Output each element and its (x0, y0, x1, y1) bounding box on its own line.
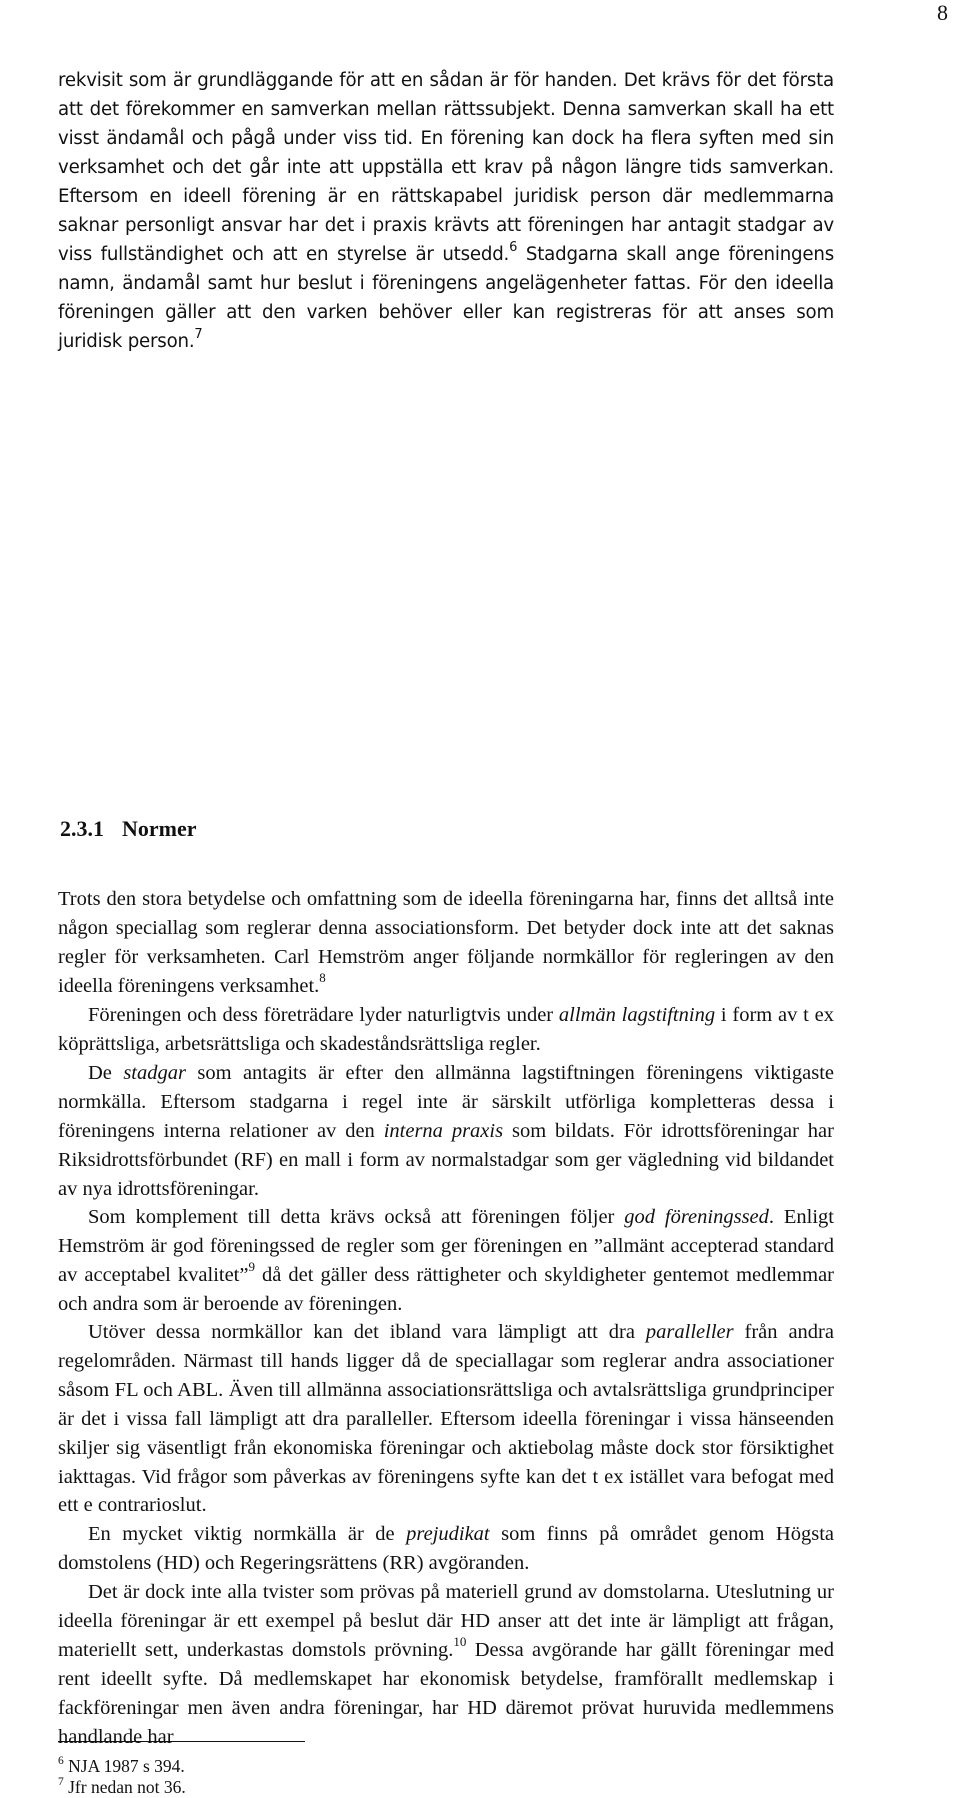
paragraph-text: Föreningen och dess företrädare lyder naturligtvis under (88, 1004, 559, 1026)
emphasis: god föreningssed (624, 1206, 769, 1228)
paragraph-text: Som komplement till detta krävs också att föreningen följer (88, 1206, 625, 1228)
emphasis: allmän lagstiftning (558, 1004, 716, 1026)
emphasis: stadgar (123, 1062, 186, 1084)
footnote-ref-10: 10 (453, 1633, 467, 1649)
intro-text: rekvisit som är grundläggande för att en sådan är för handen. Det krävs för det första att det förekommer en samverkan mellan rättssubjekt. Denna samverkan skall ha ett visst ändamål och pågå under viss tid. En förening kan dock ha flera syften med sin verksamhet och det går inte att uppställa ett krav på någon längre tids samverkan. Eftersom en ideell förening är en rättskapabel juridisk person där medlemmarna saknar personligt ansvar har det i praxis krävts att föreningen har antagit stadgar av viss fullständighet och att en styrelse är utsedd. (58, 70, 834, 265)
paragraph-normer-intro (58, 885, 834, 1001)
section-number: 2.3.1 (60, 816, 104, 841)
paragraph-allman-lagstiftning (58, 1001, 834, 1059)
footnote-ref-7: 7 (194, 326, 203, 342)
footnote-ref-9: 9 (248, 1258, 255, 1274)
paragraph-tvister (58, 1578, 834, 1751)
footnote-separator (58, 1741, 305, 1742)
page-number: 8 (937, 0, 948, 25)
paragraph-stadgar (58, 1059, 834, 1204)
paragraph-text: En mycket viktig normkälla är de (88, 1523, 407, 1545)
paragraph-text: då det gäller dess rättigheter och skyldigheter gentemot medlemmar och andra som är beroende av föreningen. (58, 1263, 834, 1315)
section-heading (60, 814, 197, 844)
paragraph-prejudikat (58, 1520, 834, 1578)
paragraph-text: från andra regelområden. Närmast till hands ligger då de speciallagar som reglerar andra associationer såsom FL och ABL. Även till allmänna associationsrättsliga och avtalsrättsliga grundprinciper är det i vissa fall lämpligt att dra paralleller. Eftersom ideella föreningar i vissa hänseenden skiljer sig väsentligt från ekonomiska föreningar och aktiebolag måste dock stor försiktighet iakttagas. Vid frågor som påverkas av föreningens syfte kan det t ex istället vara befogat med ett e contrarioslut. (58, 1321, 834, 1517)
emphasis: prejudikat (406, 1523, 490, 1545)
paragraph-text: Utöver dessa normkällor kan det ibland vara lämpligt att dra (88, 1321, 646, 1343)
intro-paragraph (58, 66, 834, 356)
footnote-text: Jfr nedan not 36. (63, 1777, 186, 1797)
paragraph-paralleller (58, 1318, 834, 1520)
paragraph-text: Det är dock inte alla tvister som prövas på materiell grund av domstolarna. Uteslutning ur ideella föreningar är ett exempel på beslut där HD anser att det inte är lämpligt att frågan, materiellt sett, underkastas domstols prövning. (58, 1581, 834, 1661)
footnote-ref-6: 6 (509, 239, 518, 255)
footnote-text: NJA 1987 s 394. (63, 1756, 185, 1776)
paragraph-text: som finns på området genom Högsta domstolens (HD) och Regeringsrättens (RR) avgöranden. (58, 1523, 834, 1574)
section-title: Normer (122, 816, 197, 841)
intro-text-cont: Stadgarna skall ange föreningens namn, ändamål samt hur beslut i föreningens angelägenheter fattas. För den ideella föreningen gäller att den varken behöver eller kan registreras för att anses som juridisk person. (58, 244, 834, 352)
emphasis: interna praxis (383, 1119, 504, 1142)
paragraph-god-foreningssed (58, 1203, 834, 1319)
paragraph-text: . Enligt Hemström är god föreningssed de regler som ger föreningen en ”allmänt accepterad standard av acceptabel kvalitet” (58, 1206, 835, 1286)
paragraph-text: Dessa avgörande har gällt föreningar med rent ideellt syfte. Då medlemskapet har ekonomisk betydelse, framförallt medlemskap i fackföreningar men även andra föreningar, har HD däremot prövat huruvida medlemmens handlande har (58, 1638, 834, 1748)
paragraph-text: i form av t ex köprättsliga, arbetsrättsliga och skadeståndsrättsliga regler. (58, 1004, 834, 1055)
emphasis: paralleller (645, 1321, 734, 1343)
footnote-6 (58, 1755, 818, 1777)
paragraph-text: som bildats. För idrottsföreningar har Riksidrottsförbundet (RF) en mall i form av normalstadgar som ger vägledning vid bildandet av nya idrottsföreningar. (58, 1119, 834, 1200)
footnote-number: 7 (58, 1776, 64, 1789)
paragraph-text: som antagits är efter den allmänna lagstiftningen föreningens viktigaste normkälla. Eftersom stadgarna i regel inte är särskilt utförliga kompletteras dessa i föreningens interna relationer av den (58, 1062, 834, 1142)
paragraph-text: Trots den stora betydelse och omfattning som de ideella föreningarna har, finns det alltså inte någon speciallag som reglerar denna associationsform. Det betyder dock inte att det saknas regler för verksamheten. Carl Hemström anger följande normkällor för regleringen av den ideella föreningens verksamhet. (58, 888, 834, 997)
paragraph-text: De (88, 1062, 124, 1084)
footnote-number: 6 (58, 1755, 64, 1768)
footnote-ref-8: 8 (319, 969, 326, 985)
